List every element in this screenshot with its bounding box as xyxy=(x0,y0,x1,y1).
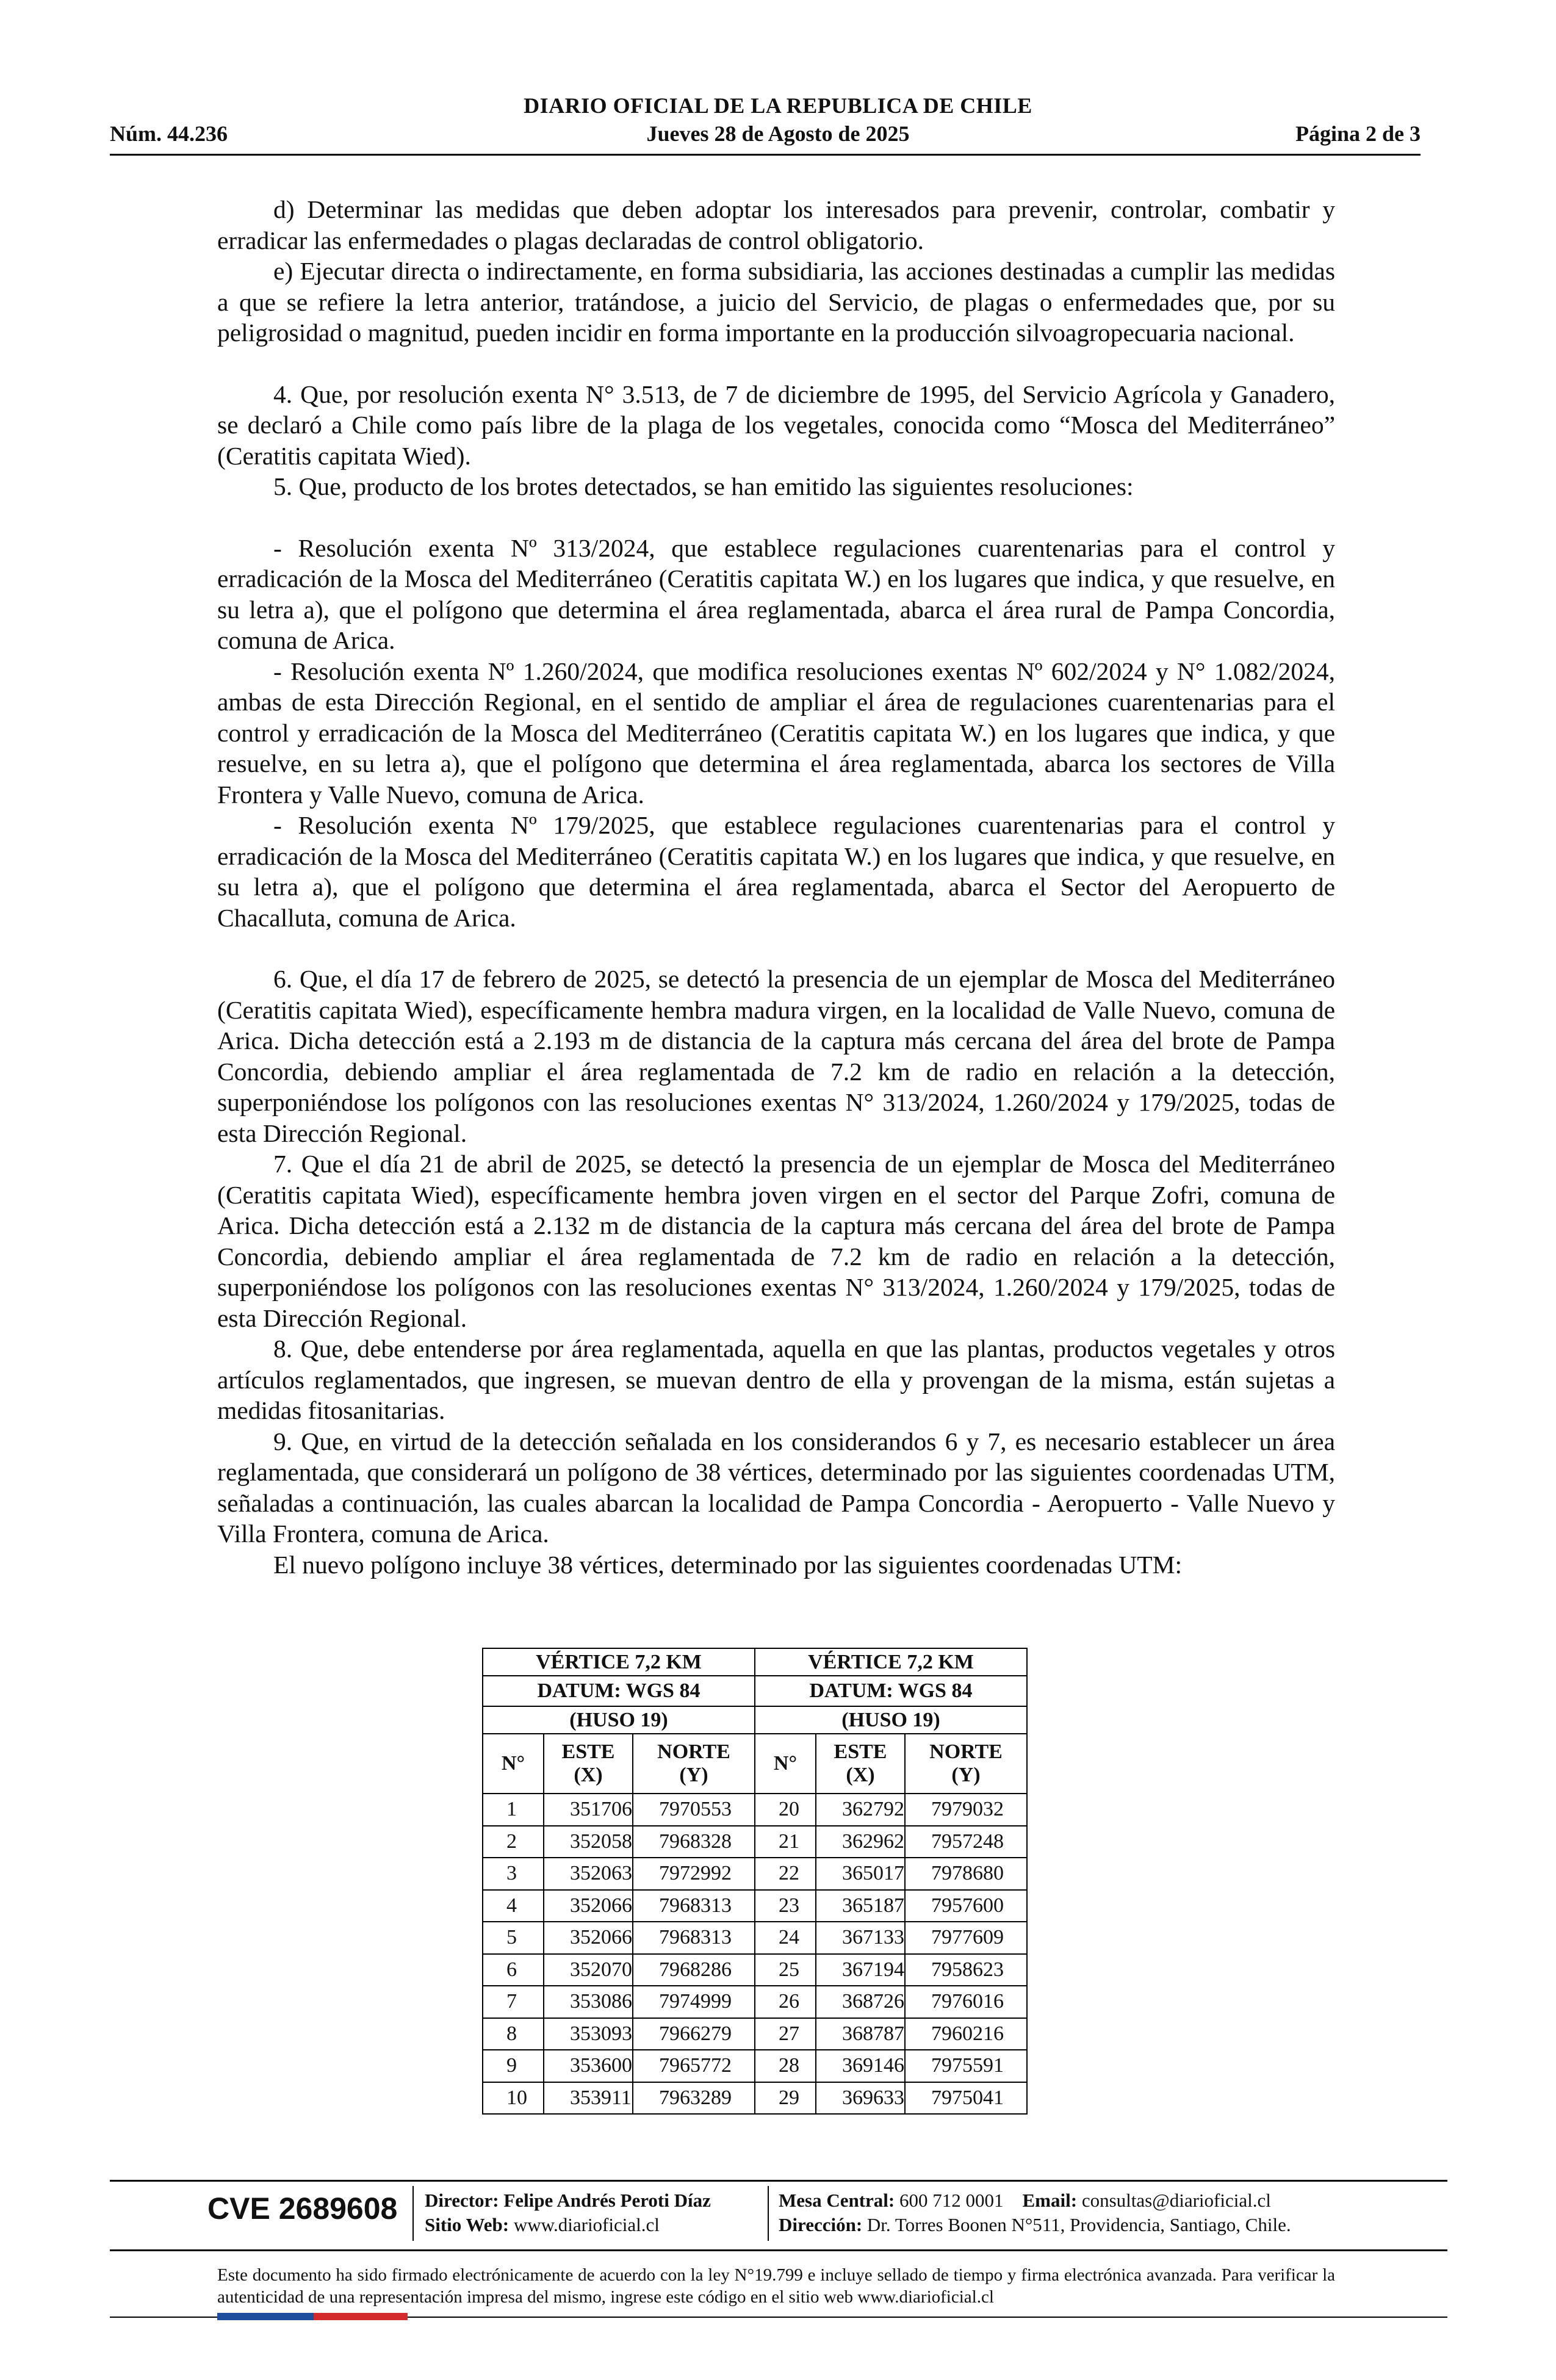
flag-stripe-blue xyxy=(217,2313,314,2320)
norte-cell: 7970553 xyxy=(633,1794,755,1826)
vertex-number-cell: 7 xyxy=(483,1986,544,2018)
table-datum-left: DATUM: WGS 84 xyxy=(483,1676,755,1706)
vertex-number-cell: 28 xyxy=(755,2050,816,2082)
page-number: Página 2 de 3 xyxy=(1295,121,1421,146)
paragraph-4: 4. Que, por resolución exenta N° 3.513, de 7 de diciembre de 1995, del Servicio Agrícola y Ganadero, se declaró a Chile como país libre de la plaga de los vegetales, conocida como “Mosca del Mediterráneo” (Ceratitis capitata Wied). xyxy=(217,380,1335,470)
norte-cell: 7957600 xyxy=(905,1890,1027,1922)
phone-number: 600 712 0001 xyxy=(899,2190,1004,2211)
vertex-number-cell: 1 xyxy=(483,1794,544,1826)
este-cell: 352063 xyxy=(544,1858,633,1890)
flag-stripe-red xyxy=(314,2313,408,2320)
este-cell: 352066 xyxy=(544,1890,633,1922)
paragraph-8: 8. Que, debe entenderse por área reglamentada, aquella en que las plantas, productos vegetales y otros artículos reglamentados, que ingresen, se muevan dentro de ella y provengan de la misma, están sujetas a medidas fitosanitarias. xyxy=(217,1335,1335,1424)
norte-cell: 7963289 xyxy=(633,2082,755,2115)
table-row xyxy=(483,1922,1027,1954)
vertex-number-cell: 29 xyxy=(755,2082,816,2115)
norte-cell: 7957248 xyxy=(905,1826,1027,1858)
table-row xyxy=(483,1954,1027,1986)
este-cell: 352066 xyxy=(544,1922,633,1954)
table-col-norte-right: NORTE (Y) xyxy=(905,1734,1027,1794)
cve-code: CVE 2689608 xyxy=(207,2191,398,2226)
este-cell: 362792 xyxy=(816,1794,905,1826)
vertex-number-cell: 21 xyxy=(755,1826,816,1858)
vertex-number-cell: 9 xyxy=(483,2050,544,2082)
table-body xyxy=(483,1794,1027,2114)
vertex-number-cell: 22 xyxy=(755,1858,816,1890)
footer-director-block: Director: Felipe Andrés Peroti Díaz Sitio Web: www.diarioficial.cl xyxy=(425,2190,711,2235)
issue-date: Jueves 28 de Agosto de 2025 xyxy=(646,121,910,146)
paragraph-7: 7. Que el día 21 de abril de 2025, se detectó la presencia de un ejemplar de Mosca del Mediterráneo (Ceratitis capitata Wied), específicamente hembra joven virgen en el sector del Parque Zofri, comuna de Arica. Dicha detección está a 2.132 m de distancia de la captura más cercana del área del brote de Pampa Concordia, debiendo ampliar el área reglamentada de 7.2 km de radio en relación a la detección, superponiéndose los polígonos con las resoluciones exentas N° 313/2024, 1.260/2024 y 179/2025, todas de esta Dirección Regional. xyxy=(217,1150,1335,1332)
table-row xyxy=(483,2050,1027,2082)
table-row xyxy=(483,1858,1027,1890)
vertex-number-cell: 24 xyxy=(755,1922,816,1954)
table-col-n-right: N° xyxy=(755,1734,816,1794)
vertex-number-cell: 10 xyxy=(483,2082,544,2115)
vertex-number-cell: 23 xyxy=(755,1890,816,1922)
table-huso-left: (HUSO 19) xyxy=(483,1706,755,1734)
document-body xyxy=(217,194,1335,1580)
website-link[interactable]: www.diarioficial.cl xyxy=(513,2214,660,2235)
este-cell: 368787 xyxy=(816,2018,905,2050)
paragraph-d: d) Determinar las medidas que deben adoptar los interesados para prevenir, controlar, combatir y erradicar las enfermedades o plagas declaradas de control obligatorio. xyxy=(217,195,1335,254)
este-cell: 365187 xyxy=(816,1890,905,1922)
address: Dr. Torres Boonen N°511, Providencia, Santiago, Chile. xyxy=(866,2214,1291,2235)
este-cell: 369146 xyxy=(816,2050,905,2082)
norte-cell: 7974999 xyxy=(633,1986,755,2018)
table-group-title-right: VÉRTICE 7,2 KM xyxy=(755,1648,1027,1676)
este-cell: 352058 xyxy=(544,1826,633,1858)
table-datum-right: DATUM: WGS 84 xyxy=(755,1676,1027,1706)
footer-middle-rule xyxy=(110,2249,1447,2251)
footer-contact-block: Mesa Central: 600 712 0001 Email: consultas@diarioficial.cl Dirección: Dr. Torres Boonen N°511, Providencia, Santiago, Chile. xyxy=(779,2190,1291,2235)
norte-cell: 7965772 xyxy=(633,2050,755,2082)
este-cell: 362962 xyxy=(816,1826,905,1858)
table-col-este-left: ESTE (X) xyxy=(544,1734,633,1794)
norte-cell: 7968286 xyxy=(633,1954,755,1986)
table-row xyxy=(483,1890,1027,1922)
vertex-number-cell: 25 xyxy=(755,1954,816,1986)
paragraph-e: e) Ejecutar directa o indirectamente, en forma subsidiaria, las acciones destinadas a cumplir las medidas a que se refiere la letra anterior, tratándose, a juicio del Servicio, de plagas o enfermedades que, por su peligrosidad o magnitud, pueden incidir en forma importante en la producción silvoagropecuaria nacional. xyxy=(217,257,1335,347)
vertex-number-cell: 26 xyxy=(755,1986,816,2018)
norte-cell: 7968328 xyxy=(633,1826,755,1858)
issue-number: Núm. 44.236 xyxy=(110,121,228,146)
vertex-number-cell: 5 xyxy=(483,1922,544,1954)
footer-top-rule xyxy=(110,2180,1447,2182)
resolution-1260: - Resolución exenta Nº 1.260/2024, que modifica resoluciones exentas Nº 602/2024 y N° 1.082/2024, ambas de esta Dirección Regional, en el sentido de ampliar el área de regulaciones cuarentenarias para el control y erradicación de la Mosca del Mediterráneo (Ceratitis capitata W.) en los lugares que indica, y que resuelve, en su letra a), que el polígono que determina el área reglamentada, abarca los sectores de Villa Frontera y Valle Nuevo, comuna de Arica. xyxy=(217,657,1335,809)
table-col-n-left: N° xyxy=(483,1734,544,1794)
este-cell: 353911 xyxy=(544,2082,633,2115)
paragraph-5: 5. Que, producto de los brotes detectados, se han emitido las siguientes resoluciones: xyxy=(273,472,1134,500)
este-cell: 369633 xyxy=(816,2082,905,2115)
norte-cell: 7966279 xyxy=(633,2018,755,2050)
norte-cell: 7958623 xyxy=(905,1954,1027,1986)
norte-cell: 7979032 xyxy=(905,1794,1027,1826)
este-cell: 368726 xyxy=(816,1986,905,2018)
este-cell: 353093 xyxy=(544,2018,633,2050)
director-name: Felipe Andrés Peroti Díaz xyxy=(503,2190,711,2211)
este-cell: 365017 xyxy=(816,1858,905,1890)
table-row xyxy=(483,2018,1027,2050)
este-cell: 352070 xyxy=(544,1954,633,1986)
paragraph-9: 9. Que, en virtud de la detección señalada en los considerandos 6 y 7, es necesario establecer un área reglamentada, que considerará un polígono de 38 vértices, determinado por las siguientes coordenadas UTM, señaladas a continuación, las cuales abarcan la localidad de Pampa Concordia - Aeropuerto - Valle Nuevo y Villa Frontera, comuna de Arica. xyxy=(217,1427,1335,1548)
vertex-number-cell: 8 xyxy=(483,2018,544,2050)
header-divider xyxy=(110,154,1421,156)
email-link[interactable]: consultas@diarioficial.cl xyxy=(1081,2190,1271,2211)
table-row xyxy=(483,1826,1027,1858)
este-cell: 353086 xyxy=(544,1986,633,2018)
resolution-313: - Resolución exenta Nº 313/2024, que establece regulaciones cuarentenarias para el control y erradicación de la Mosca del Mediterráneo (Ceratitis capitata W.) en los lugares que indica, y que resuelve, en su letra a), que el polígono que determina el área reglamentada, abarca el área rural de Pampa Concordia, comuna de Arica. xyxy=(217,533,1335,654)
norte-cell: 7978680 xyxy=(905,1858,1027,1890)
norte-cell: 7975591 xyxy=(905,2050,1027,2082)
footer-separator-2 xyxy=(768,2186,769,2241)
vertex-number-cell: 20 xyxy=(755,1794,816,1826)
vertex-number-cell: 3 xyxy=(483,1858,544,1890)
legal-notice: Este documento ha sido firmado electrónicamente de acuerdo con la ley N°19.799 e incluye sellado de tiempo y firma electrónica avanzada. Para verificar la autenticidad de una representación impresa del mismo, ingrese este código en el sitio web www.diarioficial.cl xyxy=(217,2265,1335,2307)
vertex-number-cell: 2 xyxy=(483,1826,544,1858)
este-cell: 367194 xyxy=(816,1954,905,1986)
table-col-este-right: ESTE (X) xyxy=(816,1734,905,1794)
vertex-number-cell: 6 xyxy=(483,1954,544,1986)
resolution-179: - Resolución exenta Nº 179/2025, que establece regulaciones cuarentenarias para el control y erradicación de la Mosca del Mediterráneo (Ceratitis capitata W.) en los lugares que indica, y que resuelve, en su letra a), que el polígono que determina el área reglamentada, abarca el Sector del Aeropuerto de Chacalluta, comuna de Arica. xyxy=(217,811,1335,932)
table-row xyxy=(483,1986,1027,2018)
norte-cell: 7975041 xyxy=(905,2082,1027,2115)
norte-cell: 7960216 xyxy=(905,2018,1027,2050)
vertex-number-cell: 27 xyxy=(755,2018,816,2050)
table-huso-right: (HUSO 19) xyxy=(755,1706,1027,1734)
norte-cell: 7977609 xyxy=(905,1922,1027,1954)
este-cell: 367133 xyxy=(816,1922,905,1954)
table-row xyxy=(483,1794,1027,1826)
table-row xyxy=(483,2082,1027,2115)
paragraph-6: 6. Que, el día 17 de febrero de 2025, se detectó la presencia de un ejemplar de Mosca del Mediterráneo (Ceratitis capitata Wied), específicamente hembra madura virgen, en la localidad de Valle Nuevo, comuna de Arica. Dicha detección está a 2.193 m de distancia de la captura más cercana del área del brote de Pampa Concordia, debiendo ampliar el área reglamentada de 7.2 km de radio en relación a la detección, superponiéndose los polígonos con las resoluciones exentas N° 313/2024, 1.260/2024 y 179/2025, todas de esta Dirección Regional. xyxy=(217,965,1335,1147)
utm-coordinates-table xyxy=(482,1648,1028,2115)
este-cell: 351706 xyxy=(544,1794,633,1826)
norte-cell: 7976016 xyxy=(905,1986,1027,2018)
polygon-intro: El nuevo polígono incluye 38 vértices, determinado por las siguientes coordenadas UTM: xyxy=(273,1550,1183,1579)
newspaper-title: DIARIO OFICIAL DE LA REPUBLICA DE CHILE xyxy=(524,93,1032,118)
table-group-title-left: VÉRTICE 7,2 KM xyxy=(483,1648,755,1676)
norte-cell: 7968313 xyxy=(633,1890,755,1922)
norte-cell: 7972992 xyxy=(633,1858,755,1890)
este-cell: 353600 xyxy=(544,2050,633,2082)
norte-cell: 7968313 xyxy=(633,1922,755,1954)
table-col-norte-left: NORTE (Y) xyxy=(633,1734,755,1794)
vertex-number-cell: 4 xyxy=(483,1890,544,1922)
footer-separator-1 xyxy=(412,2186,414,2241)
